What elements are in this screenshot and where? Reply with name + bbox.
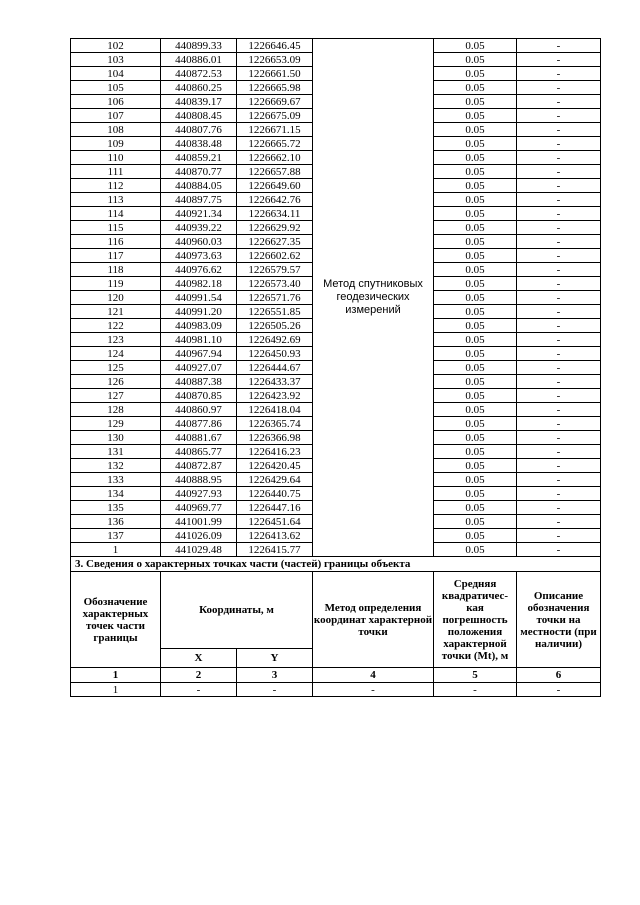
coord-y: 1226671.15	[237, 123, 313, 137]
point-id: 128	[71, 403, 161, 417]
coord-y: 1226669.67	[237, 95, 313, 109]
point-id: 105	[71, 81, 161, 95]
coord-x: 440897.75	[161, 193, 237, 207]
header-y: Y	[237, 649, 313, 668]
section-3-title: 3. Сведения о характерных точках части (частей) границы объекта	[71, 557, 601, 572]
error-value: 0.05	[434, 193, 517, 207]
coord-y: 1226433.37	[237, 375, 313, 389]
error-value: 0.05	[434, 459, 517, 473]
point-id: 136	[71, 515, 161, 529]
section-3-body	[71, 557, 601, 697]
section-3-method: -	[313, 683, 434, 697]
coord-y: 1226420.45	[237, 459, 313, 473]
error-value: 0.05	[434, 109, 517, 123]
error-value: 0.05	[434, 431, 517, 445]
section-3-point-id: 1	[71, 683, 161, 697]
coord-y: 1226415.77	[237, 543, 313, 557]
error-value: 0.05	[434, 515, 517, 529]
error-value: 0.05	[434, 305, 517, 319]
description-value: -	[517, 501, 601, 515]
description-value: -	[517, 235, 601, 249]
point-row	[71, 39, 601, 53]
error-value: 0.05	[434, 137, 517, 151]
coord-y: 1226675.09	[237, 109, 313, 123]
description-value: -	[517, 445, 601, 459]
coord-x: 440927.93	[161, 487, 237, 501]
description-value: -	[517, 431, 601, 445]
section-3-header-row	[71, 572, 601, 649]
description-value: -	[517, 81, 601, 95]
error-value: 0.05	[434, 347, 517, 361]
description-value: -	[517, 179, 601, 193]
description-value: -	[517, 39, 601, 53]
coord-x: 440872.87	[161, 459, 237, 473]
coord-x: 441029.48	[161, 543, 237, 557]
point-id: 121	[71, 305, 161, 319]
column-numbers-row	[71, 668, 601, 683]
description-value: -	[517, 221, 601, 235]
point-id: 120	[71, 291, 161, 305]
point-id: 106	[71, 95, 161, 109]
coord-x: 441026.09	[161, 529, 237, 543]
error-value: 0.05	[434, 277, 517, 291]
column-number-6: 6	[517, 668, 601, 683]
error-value: 0.05	[434, 319, 517, 333]
description-value: -	[517, 67, 601, 81]
description-value: -	[517, 207, 601, 221]
coord-y: 1226571.76	[237, 291, 313, 305]
point-id: 134	[71, 487, 161, 501]
coord-y: 1226653.09	[237, 53, 313, 67]
error-value: 0.05	[434, 501, 517, 515]
point-id: 122	[71, 319, 161, 333]
coord-x: 440881.67	[161, 431, 237, 445]
coord-x: 440982.18	[161, 277, 237, 291]
coord-y: 1226551.85	[237, 305, 313, 319]
document-page	[70, 38, 597, 697]
point-id: 131	[71, 445, 161, 459]
coord-x: 440960.03	[161, 235, 237, 249]
point-id: 112	[71, 179, 161, 193]
error-value: 0.05	[434, 39, 517, 53]
coordinates-table	[70, 38, 601, 697]
description-value: -	[517, 277, 601, 291]
coord-x: 440991.20	[161, 305, 237, 319]
coord-x: 440983.09	[161, 319, 237, 333]
coord-x: 440976.62	[161, 263, 237, 277]
description-value: -	[517, 123, 601, 137]
section-3-title-row	[71, 557, 601, 572]
point-id: 130	[71, 431, 161, 445]
error-value: 0.05	[434, 487, 517, 501]
description-value: -	[517, 459, 601, 473]
description-value: -	[517, 487, 601, 501]
column-number-2: 2	[161, 668, 237, 683]
error-value: 0.05	[434, 235, 517, 249]
coord-x: 440884.05	[161, 179, 237, 193]
description-value: -	[517, 53, 601, 67]
error-value: 0.05	[434, 543, 517, 557]
error-value: 0.05	[434, 445, 517, 459]
coord-x: 440991.54	[161, 291, 237, 305]
description-value: -	[517, 543, 601, 557]
error-value: 0.05	[434, 263, 517, 277]
point-id: 137	[71, 529, 161, 543]
description-value: -	[517, 165, 601, 179]
coord-y: 1226418.04	[237, 403, 313, 417]
description-value: -	[517, 361, 601, 375]
error-value: 0.05	[434, 207, 517, 221]
header-x: X	[161, 649, 237, 668]
description-value: -	[517, 95, 601, 109]
coord-y: 1226627.35	[237, 235, 313, 249]
section-3-description: -	[517, 683, 601, 697]
error-value: 0.05	[434, 165, 517, 179]
error-value: 0.05	[434, 529, 517, 543]
coord-y: 1226649.60	[237, 179, 313, 193]
description-value: -	[517, 109, 601, 123]
description-value: -	[517, 515, 601, 529]
error-value: 0.05	[434, 95, 517, 109]
coord-x: 440939.22	[161, 221, 237, 235]
point-id: 103	[71, 53, 161, 67]
point-id: 125	[71, 361, 161, 375]
description-value: -	[517, 305, 601, 319]
point-id: 108	[71, 123, 161, 137]
coord-y: 1226444.67	[237, 361, 313, 375]
point-id: 104	[71, 67, 161, 81]
coord-x: 440877.86	[161, 417, 237, 431]
coord-x: 440839.17	[161, 95, 237, 109]
coord-x: 440870.77	[161, 165, 237, 179]
header-coordinates: Координаты, м	[161, 572, 313, 649]
point-id: 116	[71, 235, 161, 249]
point-id: 107	[71, 109, 161, 123]
coord-x: 440969.77	[161, 501, 237, 515]
coord-y: 1226413.62	[237, 529, 313, 543]
description-value: -	[517, 403, 601, 417]
coord-y: 1226634.11	[237, 207, 313, 221]
coord-x: 440808.45	[161, 109, 237, 123]
description-value: -	[517, 291, 601, 305]
column-number-5: 5	[434, 668, 517, 683]
coord-y: 1226579.57	[237, 263, 313, 277]
coord-y: 1226657.88	[237, 165, 313, 179]
coord-x: 440899.33	[161, 39, 237, 53]
coord-x: 440872.53	[161, 67, 237, 81]
coord-x: 440888.95	[161, 473, 237, 487]
method-cell: Метод спутниковых геодезических измерений	[313, 39, 434, 557]
section-3-x: -	[161, 683, 237, 697]
coord-y: 1226573.40	[237, 277, 313, 291]
error-value: 0.05	[434, 417, 517, 431]
header-designation: Обозначение характерных точек части границы	[71, 572, 161, 668]
point-id: 133	[71, 473, 161, 487]
coord-y: 1226429.64	[237, 473, 313, 487]
error-value: 0.05	[434, 151, 517, 165]
section-3-y: -	[237, 683, 313, 697]
coord-y: 1226366.98	[237, 431, 313, 445]
coord-x: 440860.97	[161, 403, 237, 417]
error-value: 0.05	[434, 361, 517, 375]
coord-y: 1226661.50	[237, 67, 313, 81]
point-id: 124	[71, 347, 161, 361]
column-number-3: 3	[237, 668, 313, 683]
point-id: 111	[71, 165, 161, 179]
coord-y: 1226642.76	[237, 193, 313, 207]
description-value: -	[517, 151, 601, 165]
point-id: 114	[71, 207, 161, 221]
point-id: 126	[71, 375, 161, 389]
coord-x: 440807.76	[161, 123, 237, 137]
error-value: 0.05	[434, 67, 517, 81]
coord-x: 441001.99	[161, 515, 237, 529]
coord-y: 1226450.93	[237, 347, 313, 361]
error-value: 0.05	[434, 389, 517, 403]
coord-x: 440921.34	[161, 207, 237, 221]
coord-x: 440860.25	[161, 81, 237, 95]
description-value: -	[517, 249, 601, 263]
coord-y: 1226440.75	[237, 487, 313, 501]
coord-x: 440981.10	[161, 333, 237, 347]
point-id: 1	[71, 543, 161, 557]
point-id: 135	[71, 501, 161, 515]
section-3-data-row	[71, 683, 601, 697]
error-value: 0.05	[434, 291, 517, 305]
point-id: 102	[71, 39, 161, 53]
coord-y: 1226492.69	[237, 333, 313, 347]
description-value: -	[517, 347, 601, 361]
column-number-4: 4	[313, 668, 434, 683]
point-id: 119	[71, 277, 161, 291]
error-value: 0.05	[434, 249, 517, 263]
section-3-error: -	[434, 683, 517, 697]
point-id: 110	[71, 151, 161, 165]
coord-y: 1226423.92	[237, 389, 313, 403]
coord-y: 1226416.23	[237, 445, 313, 459]
coord-y: 1226662.10	[237, 151, 313, 165]
point-id: 109	[71, 137, 161, 151]
coord-x: 440859.21	[161, 151, 237, 165]
coord-y: 1226665.98	[237, 81, 313, 95]
description-value: -	[517, 389, 601, 403]
error-value: 0.05	[434, 81, 517, 95]
description-value: -	[517, 473, 601, 487]
point-id: 117	[71, 249, 161, 263]
coord-x: 440967.94	[161, 347, 237, 361]
coord-y: 1226629.92	[237, 221, 313, 235]
coord-y: 1226505.26	[237, 319, 313, 333]
error-value: 0.05	[434, 179, 517, 193]
point-id: 132	[71, 459, 161, 473]
error-value: 0.05	[434, 123, 517, 137]
error-value: 0.05	[434, 333, 517, 347]
point-id: 115	[71, 221, 161, 235]
coord-x: 440870.85	[161, 389, 237, 403]
points-table-body	[71, 39, 601, 557]
error-value: 0.05	[434, 221, 517, 235]
coord-y: 1226646.45	[237, 39, 313, 53]
error-value: 0.05	[434, 53, 517, 67]
column-number-1: 1	[71, 668, 161, 683]
point-id: 127	[71, 389, 161, 403]
header-error: Средняя квадратичес-кая погрешность положения характерной точки (Mt), м	[434, 572, 517, 668]
coord-x: 440838.48	[161, 137, 237, 151]
coord-x: 440927.07	[161, 361, 237, 375]
description-value: -	[517, 417, 601, 431]
point-id: 123	[71, 333, 161, 347]
point-id: 118	[71, 263, 161, 277]
coord-y: 1226451.64	[237, 515, 313, 529]
description-value: -	[517, 263, 601, 277]
description-value: -	[517, 333, 601, 347]
header-description: Описание обозначения точки на местности (при наличии)	[517, 572, 601, 668]
description-value: -	[517, 529, 601, 543]
coord-x: 440886.01	[161, 53, 237, 67]
description-value: -	[517, 319, 601, 333]
description-value: -	[517, 375, 601, 389]
coord-y: 1226665.72	[237, 137, 313, 151]
error-value: 0.05	[434, 473, 517, 487]
error-value: 0.05	[434, 403, 517, 417]
coord-y: 1226447.16	[237, 501, 313, 515]
coord-x: 440973.63	[161, 249, 237, 263]
coord-y: 1226365.74	[237, 417, 313, 431]
coord-y: 1226602.62	[237, 249, 313, 263]
point-id: 129	[71, 417, 161, 431]
coord-x: 440865.77	[161, 445, 237, 459]
point-id: 113	[71, 193, 161, 207]
description-value: -	[517, 137, 601, 151]
description-value: -	[517, 193, 601, 207]
header-method: Метод определения координат характерной точки	[313, 572, 434, 668]
coord-x: 440887.38	[161, 375, 237, 389]
error-value: 0.05	[434, 375, 517, 389]
